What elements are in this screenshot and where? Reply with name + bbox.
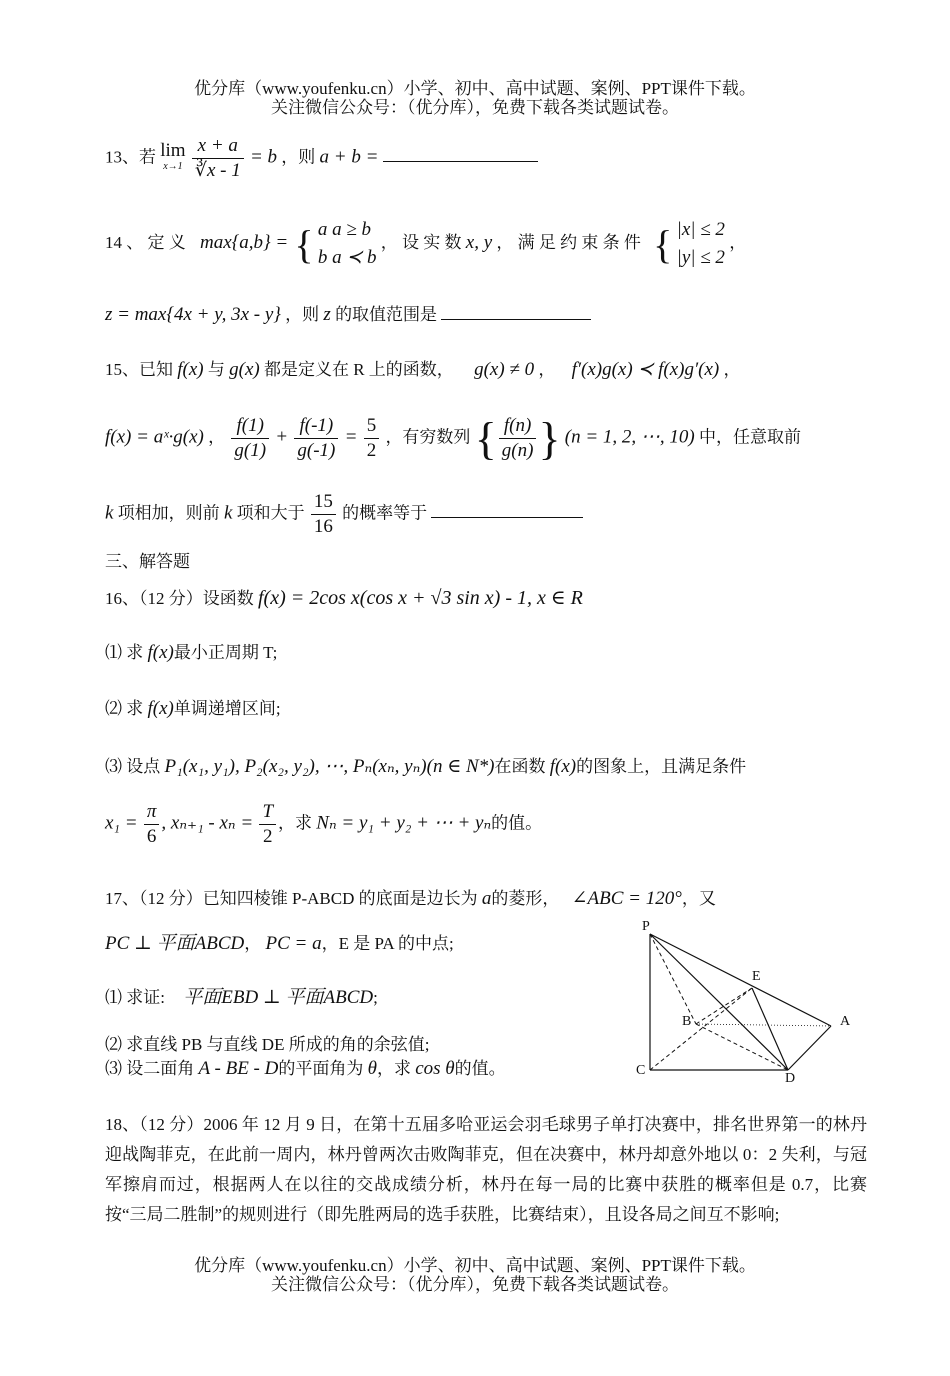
q13-expr: a + b =: [319, 146, 379, 168]
q15-brace-left: {: [474, 413, 497, 464]
q15-text4: 项相加，则前: [117, 503, 220, 523]
q16-function: f(x) = 2cos x(cos x + √3 sin x) - 1, x ∈ R: [258, 587, 583, 609]
q16-points: P₁(x₁, y₁), P₂(x₂, y₂), ⋯, Pₙ(xₙ, yₙ)(n ∈ N*): [164, 756, 495, 777]
q14-conditions: |x| ≤ 2 |y| ≤ 2: [676, 219, 725, 268]
q15-f: f(x): [177, 359, 204, 380]
label-D: D: [785, 1071, 796, 1086]
q17-line2: PC ⊥ 平面ABCD， PC = a，E 是 PA 的中点;: [105, 933, 454, 954]
q17-part-3: ⑶ 设二面角 A - BE - D的平面角为 θ，求 cos θ的值。: [105, 1058, 506, 1079]
question-18: 18、（12 分）2006 年 12 月 9 日，在第十五届多哈亚运会羽毛球男子单打决赛中，排名世界第一的林丹迎战陶菲克，在此前一周内，林丹曾两次击败陶菲克，但在决赛中，林丹却意外地以 0：2 失利，与冠军擦肩而过，根据两人在以往的交战成绩分析，林丹在每一局的比赛中获胜的概率但是 0.7，比赛按“三局二胜制”的规则进行（即先胜两局的选手获胜，比赛结束），且设各局之间互不影响;: [105, 1115, 867, 1224]
q15-frac-f1: $\frac{f(1)}{g(1)}$: [231, 414, 269, 463]
q15-eq: =: [344, 426, 358, 448]
q14-comma: ，: [729, 232, 747, 252]
page-footer: [0, 1256, 950, 1294]
q15-text6: 的概率等于: [342, 503, 428, 523]
q15-range: (n = 1, 2, ⋯, 10): [564, 426, 695, 448]
q15-answer-blank: [431, 503, 583, 518]
q15-text5: 项和大于: [236, 503, 305, 523]
q14-text4: 的取值范围是: [335, 305, 438, 324]
q15-text3: 中，任意取前: [699, 427, 802, 447]
edge-PA: [650, 934, 831, 1026]
edge-PD: [650, 934, 788, 1070]
q15-fx-def: f(x) = aˣ·g(x): [105, 426, 204, 448]
question-15-line2: [105, 412, 801, 465]
page-header: [0, 79, 950, 117]
q13-answer-blank: [383, 147, 538, 162]
q16-part-1: ⑴ 求 f(x)最小正周期 T;: [105, 642, 278, 663]
question-14-line2: [105, 300, 591, 326]
q15-comma2: ，: [723, 360, 741, 379]
q16-part-2: ⑵ 求 f(x)单调递增区间;: [105, 698, 281, 719]
q14-text1: ， 设 实 数: [380, 232, 462, 252]
q14-answer-blank: [441, 305, 591, 320]
pyramid-figure: [628, 916, 858, 1086]
footer-line-2: 关注微信公众号：（优分库），免费下载各类试题试卷。: [271, 1275, 679, 1294]
q14-label: 14 、 定 义: [105, 232, 186, 252]
question-16: [105, 584, 583, 610]
q14-vars: x, y: [465, 231, 493, 253]
footer-line-1: 优分库（www.youfenku.cn）小学、初中、高中试题、案例、PPT课件下载。: [194, 1256, 756, 1275]
edge-DA: [788, 1026, 831, 1070]
q15-frac-fm1: $\frac{f(-1)}{g(-1)}$: [294, 414, 338, 463]
q16-frac-pi-6: $\frac{\pi}{6}$: [144, 800, 160, 849]
label-E: E: [752, 969, 761, 984]
edge-PB: [650, 934, 696, 1024]
q15-gneq: g(x) ≠ 0: [474, 359, 535, 380]
q17-part-2: ⑵ 求直线 PB 与直线 DE 所成的角的余弦值;: [105, 1035, 430, 1054]
edge-BE: [696, 988, 752, 1024]
q15-plus: +: [275, 426, 289, 448]
q16-part-3: ⑶ 设点 P₁(x₁, y₁), P₂(x₂, y₂), ⋯, Pₙ(xₙ, yₙ)(n ∈ N*)在函数 f(x)的图象上，且满足条件: [105, 756, 747, 777]
q16-frac-T-2: $\frac{T}{2}$: [259, 800, 276, 849]
question-17: 17、（12 分）已知四棱锥 P-ABCD 的底面是边长为 a的菱形， ∠ABC = 120°，又: [105, 888, 716, 909]
q13-limit: lim x→1: [160, 139, 186, 172]
header-line-2: 关注微信公众号：（优分库），免费下载各类试题试卷。: [271, 98, 679, 117]
q13-label: 13、若: [105, 147, 156, 167]
q14-z: z: [323, 304, 331, 325]
q15-k: k: [105, 502, 114, 524]
q13-then: ，则: [281, 147, 316, 167]
section-3-heading: 三、解答题: [105, 552, 190, 571]
q15-frac-5-2: $\frac{5}{2}$: [364, 414, 380, 463]
q15-inequality: f′(x)g(x) ≺ f(x)g′(x): [571, 359, 720, 380]
question-15: [105, 355, 740, 381]
q14-cond-brace: {: [653, 221, 673, 267]
q15-comma3: ，: [208, 427, 226, 447]
edge-BD: [696, 1024, 788, 1070]
q17-part-1: ⑴ 求证: 平面EBD ⊥ 平面ABCD;: [105, 987, 378, 1008]
q15-label: 15、已知: [105, 360, 173, 379]
q14-text2: ， 满 足 约 束 条 件: [496, 232, 641, 252]
label-P: P: [642, 919, 650, 934]
edge-CE: [650, 988, 752, 1070]
q15-k2: k: [223, 502, 233, 524]
q16-label: 16、（12 分）设函数: [105, 589, 254, 608]
q15-text1: 都是定义在 R 上的函数，: [263, 360, 454, 379]
q15-brace-right: }: [538, 413, 561, 464]
q14-max-def: max{a,b} =: [200, 231, 289, 253]
q14-brace: {: [294, 221, 314, 267]
q13-fraction: $\frac{x + a}{∛x - 1}$: [192, 134, 244, 183]
q17-label: 17、（12 分）已知四棱锥 P-ABCD 的底面是边长为: [105, 889, 478, 908]
q15-frac-fn: $\frac{f(n)}{g(n)}$: [499, 414, 537, 463]
q14-cases: a a ≥ b b a ≺ b: [317, 219, 377, 268]
q15-text2: ，有穷数列: [385, 427, 471, 447]
edge-BA: [696, 1024, 831, 1026]
header-line-1: 优分库（www.youfenku.cn）小学、初中、高中试题、案例、PPT课件下载。: [194, 79, 756, 98]
q14-z-expr: z = max{4x + y, 3x - y}: [105, 304, 281, 325]
label-A: A: [840, 1014, 851, 1029]
q15-g: g(x): [229, 359, 260, 380]
label-B: B: [682, 1014, 692, 1029]
q15-with: 与: [207, 360, 225, 379]
question-13: [105, 134, 538, 183]
edge-ED: [752, 988, 788, 1070]
q16-part-3-line2: x₁ = $\frac{\pi}{6}$ , xₙ₊₁ - xₙ = $\frac{T}{2}$ ，求 Nₙ = y₁ + y₂ + ⋯ + yₙ的值。: [105, 801, 543, 847]
q16-Nn: Nₙ = y₁ + y₂ + ⋯ + yₙ: [316, 812, 492, 834]
q15-comma1: ，: [538, 360, 556, 379]
question-14: [105, 216, 867, 272]
q13-eq: = b: [249, 146, 278, 168]
q14-text3: ，则: [285, 305, 320, 324]
label-C: C: [636, 1063, 646, 1078]
question-15-line3: [105, 490, 583, 539]
q15-frac-15-16: $\frac{15}{16}$: [311, 490, 336, 539]
